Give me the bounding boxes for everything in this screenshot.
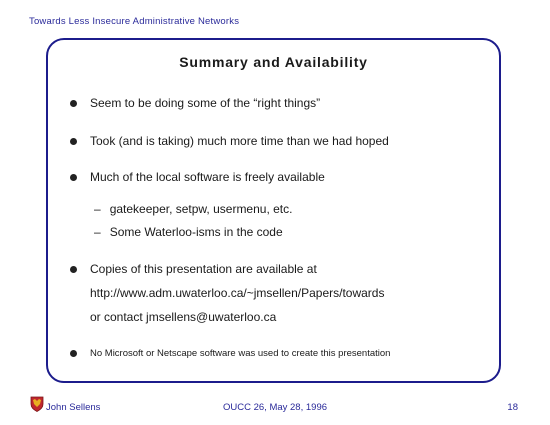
bullet-dot-icon <box>70 138 77 145</box>
dash-icon: – <box>94 202 101 216</box>
sub-bullet-item <box>94 225 283 239</box>
bullet-dot-icon <box>70 100 77 107</box>
contact-email[interactable]: or contact jmsellens@uwaterloo.ca <box>90 310 277 324</box>
bullet-text: Copies of this presentation are available at <box>90 262 317 276</box>
presentation-url[interactable]: http://www.adm.uwaterloo.ca/~jmsellen/Papers/towards <box>90 286 385 300</box>
dash-icon: – <box>94 225 101 239</box>
footer-author: John Sellens <box>46 402 101 413</box>
page-number: 18 <box>507 402 518 413</box>
sub-bullet-text: gatekeeper, setpw, usermenu, etc. <box>109 202 293 216</box>
bullet-item <box>70 96 320 110</box>
bullet-item <box>70 262 317 276</box>
bullet-text: No Microsoft or Netscape software was used to create this presentation <box>90 348 391 359</box>
slide-frame <box>46 38 501 383</box>
bullet-dot-icon <box>70 266 77 273</box>
sub-bullet-text: Some Waterloo-isms in the code <box>109 225 283 239</box>
bullet-text: Much of the local software is freely available <box>90 170 325 184</box>
header-title: Towards Less Insecure Administrative Networks <box>29 16 240 27</box>
sub-bullet-item <box>94 202 292 216</box>
bullet-item <box>70 348 390 359</box>
bullet-dot-icon <box>70 350 77 357</box>
bullet-text: Took (and is taking) much more time than we had hoped <box>90 134 389 148</box>
bullet-item <box>70 170 325 184</box>
slide-title: Summary and Availability <box>179 54 368 70</box>
bullet-item <box>70 134 389 148</box>
footer-event: OUCC 26, May 28, 1996 <box>222 402 328 413</box>
bullet-text: Seem to be doing some of the “right things” <box>90 96 321 110</box>
bullet-dot-icon <box>70 174 77 181</box>
